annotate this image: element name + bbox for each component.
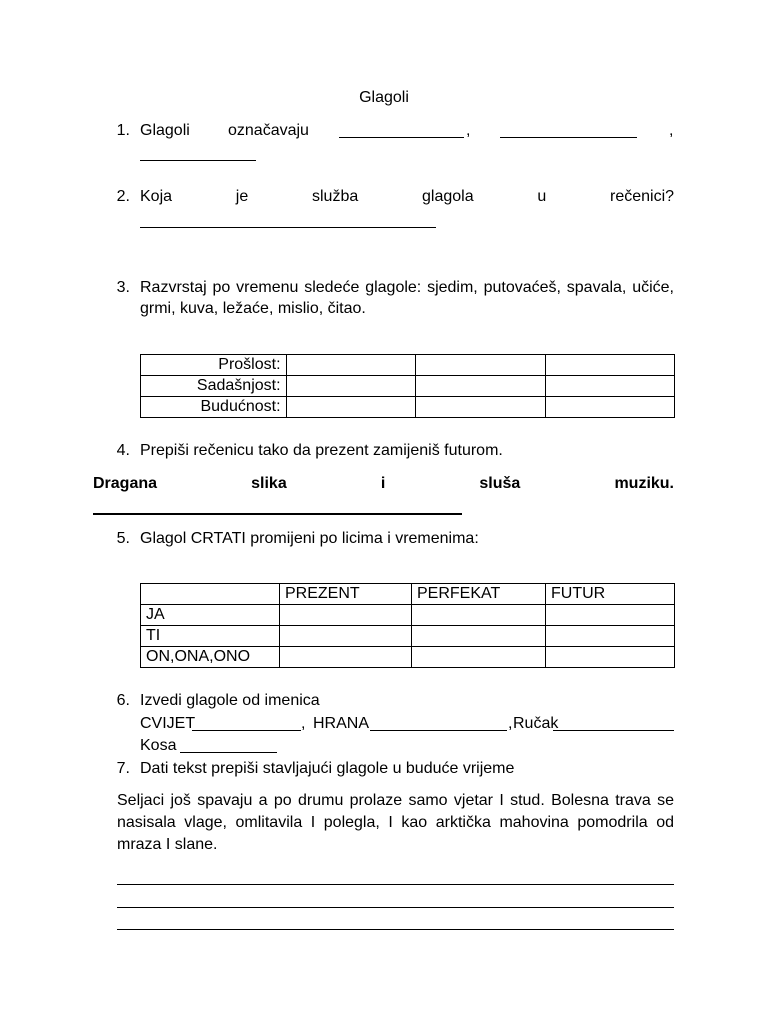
table-cell[interactable]: [545, 397, 675, 418]
q4-answer-line[interactable]: [93, 513, 462, 515]
q1-number: 1.: [116, 122, 130, 139]
table-cell[interactable]: [545, 376, 675, 397]
q2-blank[interactable]: [140, 212, 436, 228]
q1-comma: ,: [466, 122, 471, 139]
q1-comma: ,: [669, 122, 674, 139]
table-cell[interactable]: [546, 605, 675, 626]
row-label: Sadašnjost:: [141, 376, 287, 397]
q6-noun: CVIJET: [140, 715, 196, 732]
q4-text: Prepiši rečenicu tako da prezent zamijeniš futurom.: [140, 442, 503, 459]
q6-blank[interactable]: [192, 715, 301, 731]
q7-number: 7.: [116, 760, 130, 777]
q6-blank[interactable]: [370, 715, 507, 731]
conjugation-table: [140, 583, 675, 668]
q4-word: Dragana: [93, 475, 158, 492]
q5-number: 5.: [116, 530, 130, 547]
table-cell[interactable]: [412, 605, 546, 626]
table-cell[interactable]: [412, 626, 546, 647]
table-cell[interactable]: [280, 605, 412, 626]
table-cell[interactable]: [412, 647, 546, 668]
q2-number: 2.: [116, 188, 130, 205]
table-cell[interactable]: [416, 397, 545, 418]
row-label: Prošlost:: [141, 355, 287, 376]
table-row: [141, 397, 675, 418]
q4-word: sluša: [479, 475, 521, 492]
table-cell[interactable]: [546, 647, 675, 668]
table-cell[interactable]: [286, 355, 415, 376]
table-row: [141, 355, 675, 376]
q6-noun: Ručak: [513, 715, 559, 732]
q6-noun: Kosa: [140, 737, 177, 754]
q1-word: Glagoli: [140, 122, 190, 139]
q4-word: i: [380, 475, 386, 492]
q4-word: muziku.: [614, 475, 674, 492]
q2-word: je: [235, 188, 249, 205]
table-cell[interactable]: [286, 397, 415, 418]
q1-blank[interactable]: [500, 122, 637, 138]
header-cell: FUTUR: [546, 584, 675, 605]
q4-word: slika: [251, 475, 287, 492]
table-row: [141, 626, 675, 647]
q6-words-line-2: [140, 735, 674, 757]
q3-text-line2: grmi, kuva, ležaće, mislio, čitao.: [140, 300, 366, 317]
header-cell: PREZENT: [280, 584, 412, 605]
table-row: [141, 647, 675, 668]
q6-blank[interactable]: [553, 715, 674, 731]
table-row: [141, 605, 675, 626]
table-cell[interactable]: [545, 355, 675, 376]
q6-blank[interactable]: [180, 737, 277, 753]
q2-word: služba: [311, 188, 359, 205]
row-label: ON,ONA,ONO: [141, 647, 280, 668]
q6-noun: HRANA: [313, 715, 370, 732]
table-cell[interactable]: [416, 355, 545, 376]
q4-number: 4.: [116, 442, 130, 459]
table-cell[interactable]: [280, 647, 412, 668]
q2-word: glagola: [421, 188, 474, 205]
table-cell[interactable]: [416, 376, 545, 397]
q4-sentence: [93, 473, 674, 495]
q6-words-line: [140, 713, 674, 735]
answer-line[interactable]: [117, 907, 674, 908]
row-label: Budućnost:: [141, 397, 287, 418]
table-cell[interactable]: [280, 626, 412, 647]
q2-question: [140, 186, 674, 208]
q5-text: Glagol CRTATI promijeni po licima i vremenima:: [140, 530, 479, 547]
answer-line[interactable]: [117, 929, 674, 930]
q7-text: Dati tekst prepiši stavljajući glagole u buduće vrijeme: [140, 760, 515, 777]
q6-text: Izvedi glagole od imenica: [140, 692, 320, 709]
table-cell[interactable]: [546, 626, 675, 647]
q3-number: 3.: [116, 279, 130, 296]
page-title: Glagoli: [359, 89, 409, 106]
q6-number: 6.: [116, 692, 130, 709]
q3-text-line1: Razvrstaj po vremenu sledeće glagole: sjedim, putovaćeš, spavala, učiće,: [140, 279, 674, 296]
row-label: TI: [141, 626, 280, 647]
q1-word: označavaju: [228, 122, 309, 139]
table-header-row: [141, 584, 675, 605]
tenses-table: [140, 354, 675, 418]
q7-paragraph: Seljaci još spavaju a po drumu prolaze samo vjetar I stud. Bolesna trava se nasisala vlage, omlitavila I polegla, I kao arktička mahovina pomodrila od mraza I slane.: [117, 792, 674, 853]
q2-word: rečenici?: [610, 188, 675, 205]
q6-comma: ,: [508, 715, 513, 732]
q6-comma: ,: [301, 715, 306, 732]
q1-blank[interactable]: [339, 122, 464, 138]
row-label: JA: [141, 605, 280, 626]
q1-line: [140, 120, 674, 142]
q2-word: u: [537, 188, 547, 205]
answer-line[interactable]: [117, 884, 674, 885]
table-cell[interactable]: [286, 376, 415, 397]
q1-blank[interactable]: [140, 145, 256, 161]
q2-word: Koja: [140, 188, 173, 205]
table-row: [141, 376, 675, 397]
header-cell: [141, 584, 280, 605]
header-cell: PERFEKAT: [412, 584, 546, 605]
